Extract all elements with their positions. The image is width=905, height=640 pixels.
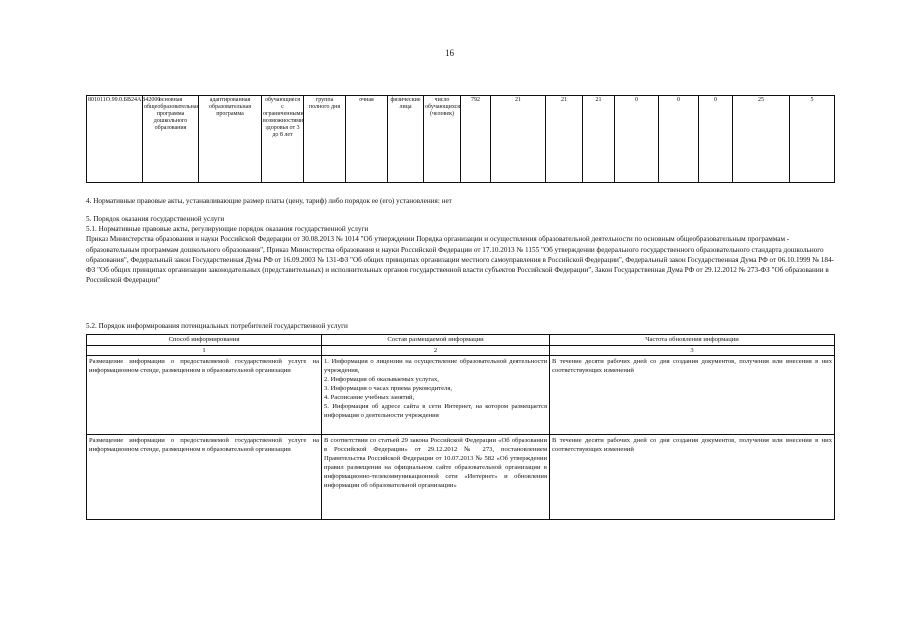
frequency-cell: В течение десяти рабочих дней со дня создания документов, получения или внесения в них соответствующих изменений [550,435,835,520]
content-cell [322,435,550,520]
section-5-2-heading: 5.2. Порядок информирования потенциальных потребителей государственной услуги [86,322,348,330]
column-number: 1 [87,346,322,356]
info-table-header-row [87,335,835,346]
section-5-1-heading: 5.1. Нормативные правовые акты, регулирующие порядок оказания государственной услуги [86,225,369,234]
header-method: Способ информирования [87,335,322,346]
program-type-cell: адаптированная образовательная программа [199,96,262,183]
consumer-cell: физические лица [388,96,424,183]
section-5-heading: 5. Порядок оказания государственной услуги [86,215,225,223]
page-number: 16 [445,48,454,58]
header-frequency: Частота обновления информации [550,335,835,346]
value-cell: 21 [491,96,546,183]
info-table-number-row [87,346,835,356]
program-cell: основная общеобразовательная программа дошкольного образования [143,96,199,183]
content-cell [322,356,550,435]
value-cell: 5 [790,96,835,183]
value-cell: 21 [546,96,583,183]
list-item: 5. Информация об адресе сайта в сети Интернет, на котором размещается информация о деятельности учреждения [324,403,547,419]
indicator-table [86,95,835,183]
method-cell: Размещение информации о предоставляемой государственной услуге на информационном стенде, размещенном в образовательной организации [87,356,322,435]
method-cell: Размещение информации о предоставляемой государственной услуге на информационном стенде, размещенном в образовательной организации [87,435,322,520]
list-item: 1. Информация о лицензии на осуществление образовательной деятельности учреждения, [324,358,547,374]
column-number: 2 [322,346,550,356]
list-item: 2. Информация об оказываемых услугах, [324,376,439,383]
list-item: 4. Расписание учебных занятий, [324,394,415,401]
header-content: Состав размещаемой информации [322,335,550,346]
group-cell: группа полного дня [304,96,346,183]
value-cell: 0 [659,96,699,183]
value-cell: 0 [699,96,733,183]
information-table [86,334,835,520]
section-5-1-body: Приказ Министерства образования и науки Российской Федерации от 30.08.2013 № 1014 "Об утверждении Порядка организации и осуществления образовательной деятельности по основным общеобразовательным программам - образовательным программам дошкольного образования", Приказ Министерства образования и науки Российской Федерации от 17.10.2013 № 1155 "Об утверждении федерального государственного образовательного стандарта дошкольного образования", Федеральный закон Государственная Дума РФ от 16.09.2003 № 131-ФЗ "Об общих принципах организации местного самоуправления в Российской Федерации", Федеральный закон Государственная Дума РФ от 06.10.1999 № 184-ФЗ "Об общих принципах организации законодательных (представительных) и исполнительных органов государственной власти субъектов Российской Федерации", Закон Государственная Дума РФ от 29.12.2012 № 273-ФЗ "Об образовании в Российской Федерации" [86,235,834,285]
indicator-name-cell: число обучающихся (человек) [424,96,461,183]
value-cell: 21 [583,96,615,183]
table-row [87,435,835,520]
registry-code-cell: 801011О.99.0.БВ24АВ42000 [87,96,143,183]
form-cell: очная [346,96,388,183]
section-4-text: 4. Нормативные правовые акты, устанавливающие размер платы (цену, тариф) либо порядок ее (его) установления: нет [86,197,452,205]
indicator-row [87,96,835,183]
value-cell: 25 [733,96,790,183]
value-cell: 0 [615,96,659,183]
table-row [87,356,835,435]
okei-code-cell: 792 [461,96,491,183]
category-cell: обучающиеся с ограниченными возможностями здоровья от 3 до 8 лет [262,96,304,183]
column-number: 3 [550,346,835,356]
list-item: 3. Информация о часах приема руководителя, [324,385,453,392]
section-5 [86,214,834,285]
list-item: В соответствии со статьей 29 закона Российской Федерации «Об образовании в Российской Федерации» от 29.12.2012 № 273, постановлением Правительства Российской Федерации от 10.07.2013 № 582 «Об утверждении правил размещения на официальном сайте образовательной организации в информационно-телекоммуникационной сети «Интернет» и обновления информации об образовательной организации» [324,437,547,489]
frequency-cell: В течение десяти рабочих дней со дня создания документов, получения или внесения в них соответствующих изменений [550,356,835,435]
